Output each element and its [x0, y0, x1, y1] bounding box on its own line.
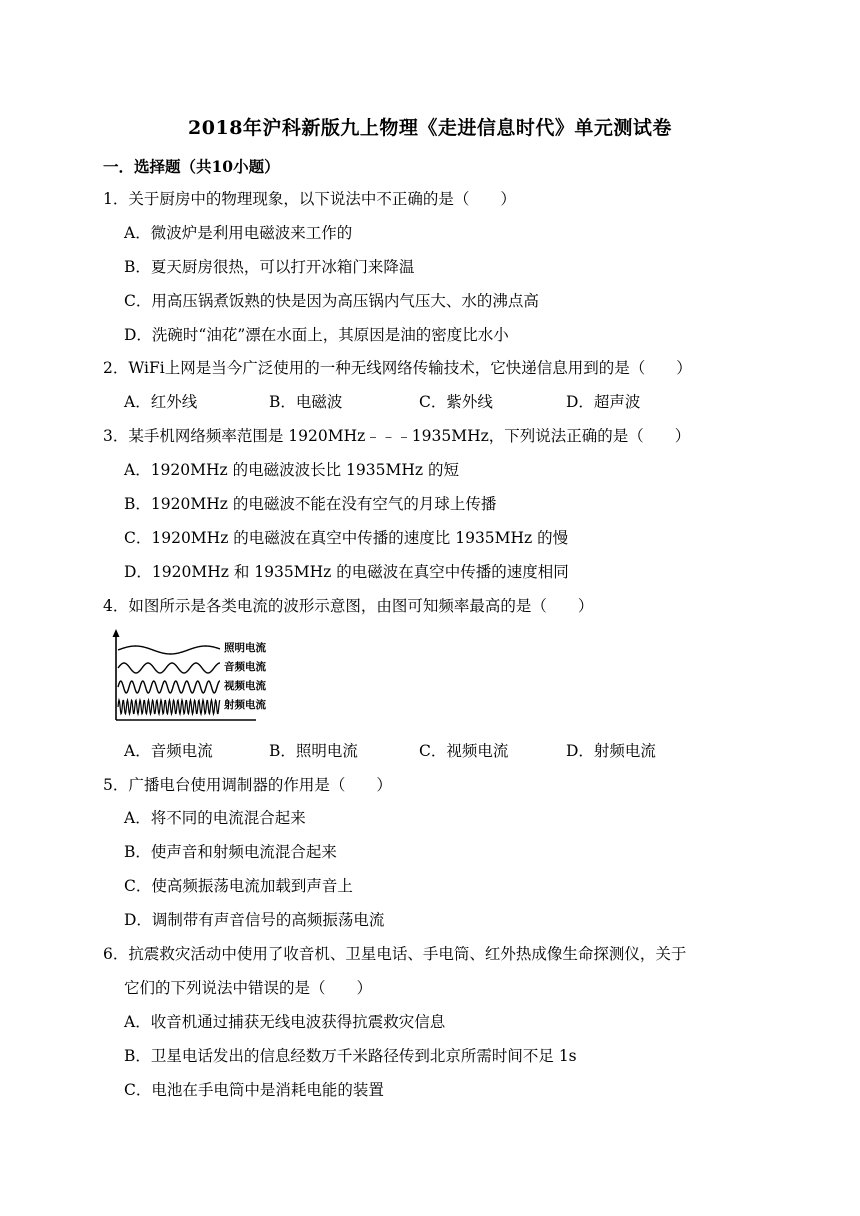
question-2-option-d: D．超声波 — [566, 393, 641, 411]
question-2-option-a: A．红外线 — [124, 393, 198, 411]
question-3-stem: 3．某手机网络频率范围是 1920MHz﹣﹣﹣1935MHz，下列说法正确的是（ ） — [103, 427, 691, 445]
wave-lighting — [118, 646, 220, 654]
question-6-option-a: A．收音机通过捕获无线电波获得抗震救灾信息 — [124, 1013, 446, 1031]
question-4-stem: 4．如图所示是各类电流的波形示意图，由图可知频率最高的是（ ） — [103, 597, 594, 615]
question-3-option-c: C．1920MHz 的电磁波在真空中传播的速度比 1935MHz 的慢 — [124, 529, 569, 547]
question-4-option-d: D．射频电流 — [566, 742, 656, 760]
question-4-option-a: A．音频电流 — [124, 742, 213, 760]
question-6-option-b: B．卫星电话发出的信息经数万千米路径传到北京所需时间不足 1s — [124, 1047, 577, 1065]
question-3-option-d: D．1920MHz 和 1935MHz 的电磁波在真空中传播的速度相同 — [124, 563, 569, 581]
label-rf-current: 射频电流 — [224, 699, 266, 711]
question-4-option-c: C．视频电流 — [419, 742, 509, 760]
label-lighting-current: 照明电流 — [224, 642, 266, 654]
question-1-option-a: A．微波炉是利用电磁波来工作的 — [124, 224, 353, 242]
section-heading: 一．选择题（共10小题） — [103, 157, 280, 176]
question-2-stem: 2．WiFi上网是当今广泛使用的一种无线网络传输技术，它快递信息用到的是（ ） — [103, 359, 692, 377]
question-1-option-c: C．用高压锅煮饭熟的快是因为高压锅内气压大、水的沸点高 — [124, 292, 539, 310]
wave-audio — [118, 663, 220, 673]
question-1-option-b: B．夏天厨房很热，可以打开冰箱门来降温 — [124, 258, 415, 276]
y-axis-arrow — [113, 629, 120, 637]
question-5-stem: 5．广播电台使用调制器的作用是（ ） — [103, 776, 392, 794]
wave-video — [118, 681, 220, 693]
question-6-option-c: C．电池在手电筒中是消耗电能的装置 — [124, 1081, 384, 1099]
question-2-option-b: B．电磁波 — [269, 393, 343, 411]
question-6-stem-continued: 它们的下列说法中错误的是（ ） — [124, 979, 373, 997]
question-2-option-c: C．紫外线 — [419, 393, 493, 411]
waveform-figure — [110, 628, 266, 724]
question-3-option-a: A．1920MHz 的电磁波波长比 1935MHz 的短 — [124, 461, 459, 479]
question-1-stem: 1．关于厨房中的物理现象，以下说法中不正确的是（ ） — [103, 190, 516, 208]
wave-rf — [118, 700, 220, 714]
question-3-option-b: B．1920MHz 的电磁波不能在没有空气的月球上传播 — [124, 495, 497, 513]
page-title: 2018年沪科新版九上物理《走进信息时代》单元测试卷 — [188, 117, 672, 139]
question-5-option-b: B．使声音和射频电流混合起来 — [124, 843, 337, 861]
question-4-option-b: B．照明电流 — [269, 742, 358, 760]
question-5-option-d: D．调制带有声音信号的高频振荡电流 — [124, 911, 385, 929]
question-5-option-a: A．将不同的电流混合起来 — [124, 809, 306, 827]
question-6-stem: 6．抗震救灾活动中使用了收音机、卫星电话、手电筒、红外热成像生命探测仪，关于 — [103, 945, 687, 963]
question-5-option-c: C．使高频振荡电流加载到声音上 — [124, 877, 353, 895]
label-video-current: 视频电流 — [224, 680, 266, 692]
label-audio-current: 音频电流 — [224, 661, 266, 673]
question-1-option-d: D．洗碗时“油花”漂在水面上，其原因是油的密度比水小 — [124, 326, 509, 344]
